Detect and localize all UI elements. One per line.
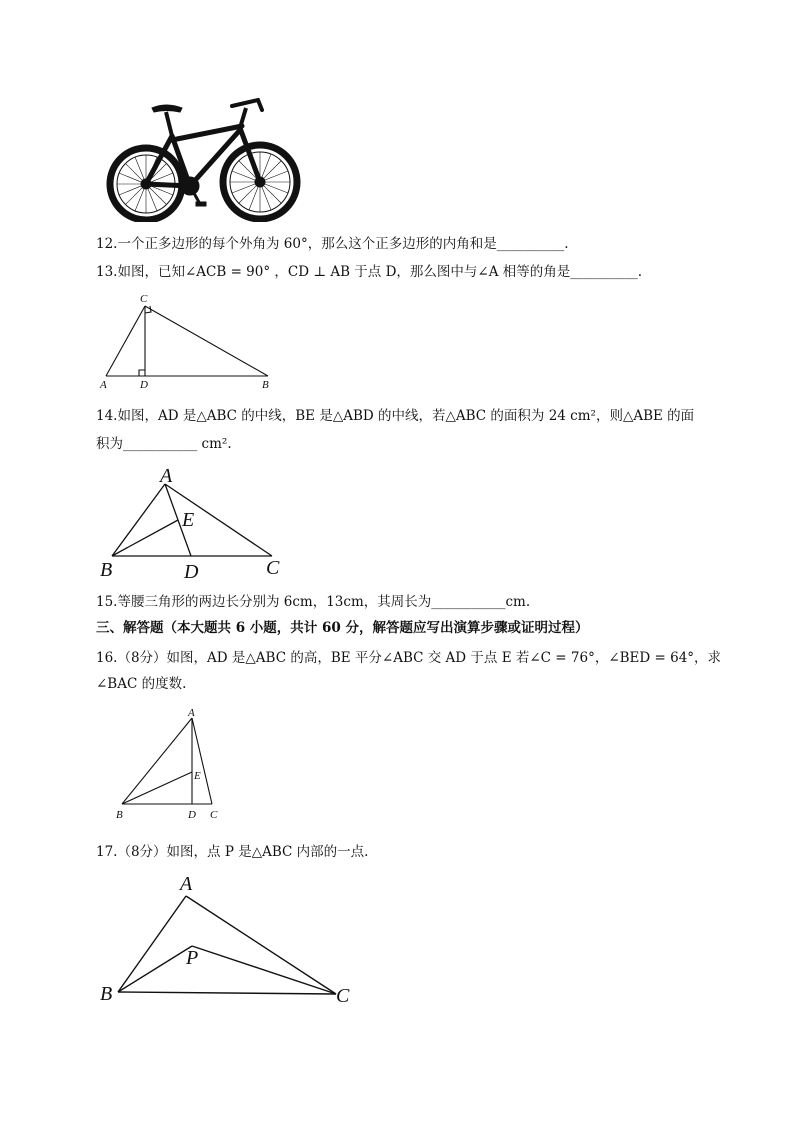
fig14-label-b: B: [100, 559, 113, 581]
section-3-heading: 三、解答题（本大题共 6 小题，共计 60 分，解答题应写出演算步骤或证明过程）: [96, 620, 589, 636]
figure-17-triangle-point-p: [96, 872, 356, 1008]
fig16-label-e: E: [194, 770, 201, 782]
fig14-label-d: D: [184, 561, 199, 582]
fig14-label-c: C: [266, 557, 280, 579]
fig14-label-a: A: [160, 466, 173, 487]
fig17-label-b: B: [100, 983, 113, 1005]
question-13: 13.如图，已知∠ACB = 90° ，CD ⊥ AB 于点 D，那么图中与∠A 相等的角是__________.: [96, 264, 643, 280]
fig16-label-a: A: [188, 707, 195, 719]
bicycle-illustration: [100, 98, 302, 222]
figure-16-triangle-altitude: [108, 704, 228, 824]
fig13-label-b: B: [262, 379, 269, 391]
fig16-label-c: C: [210, 809, 218, 821]
figure-13-right-triangle: [98, 290, 280, 394]
fig17-label-c: C: [336, 985, 350, 1007]
fig13-label-a: A: [100, 379, 107, 391]
question-16-line2: ∠BAC 的度数.: [96, 676, 187, 692]
question-12: 12.一个正多边形的每个外角为 60°，那么这个正多边形的内角和是__________.: [96, 236, 569, 252]
fig13-label-c: C: [140, 293, 148, 305]
fig17-label-p: P: [186, 947, 199, 969]
question-14-line1: 14.如图，AD 是△ABC 的中线，BE 是△ABD 的中线，若△ABC 的面积为 24 cm²，则△ABE 的面: [96, 408, 695, 424]
fig16-label-d: D: [188, 809, 196, 821]
figure-14-triangle-median: [96, 466, 296, 582]
fig13-label-d: D: [140, 379, 148, 391]
fig16-label-b: B: [116, 809, 123, 821]
fig17-label-a: A: [180, 873, 193, 895]
fig14-label-e: E: [182, 509, 195, 531]
question-17: 17.（8分）如图，点 P 是△ABC 内部的一点.: [96, 844, 369, 860]
question-15: 15.等腰三角形的两边长分别为 6cm，13cm，其周长为___________cm.: [96, 594, 531, 610]
question-14-line2: 积为___________ cm².: [96, 436, 232, 452]
question-16-line1: 16.（8分）如图，AD 是△ABC 的高，BE 平分∠ABC 交 AD 于点 E 若∠C = 76°，∠BED = 64°，求: [96, 650, 722, 666]
